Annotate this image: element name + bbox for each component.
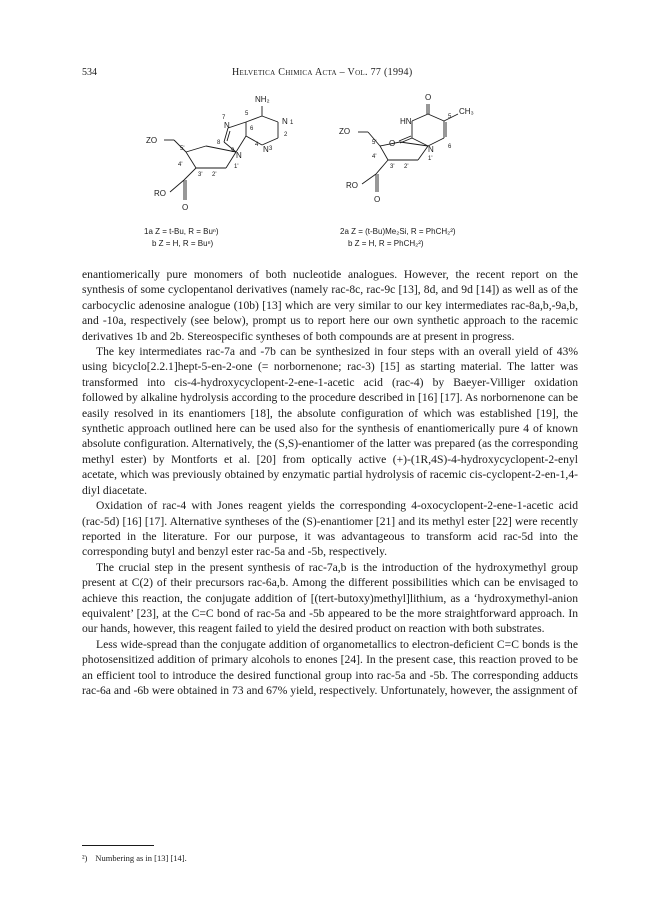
caption-1b: b Z = H, R = Buⁿ) (152, 239, 214, 248)
body-text (82, 267, 578, 698)
n-label-9: N (236, 151, 242, 160)
zo-label-right: ZO (339, 127, 351, 136)
ring-num-6: 6 (250, 126, 254, 132)
ring-num-3: 3 (269, 146, 273, 152)
ro-label-left: RO (154, 189, 166, 198)
ring-num-4: 4 (255, 142, 259, 148)
ring-o-label: O (389, 139, 396, 148)
journal-title: Helvetica Chimica Acta – Vol. 77 (1994) (232, 67, 413, 78)
n-label-right: N (428, 145, 434, 154)
ring-num-9: 9 (231, 148, 235, 154)
nh2-label: NH₂ (255, 95, 270, 104)
n-label-1: N (282, 117, 288, 126)
caption-1a: 1a Z = t-Bu, R = Buⁿ) (144, 227, 219, 236)
o-label-top: O (425, 93, 432, 102)
ring-num-8: 8 (217, 140, 221, 146)
paragraph-4: The crucial step in the present synthesis of rac-7a,b is the introduction of the hydroxymethyl group present at C(2) of their precursors rac-6a,b. Among the different possibilities which can be envisaged to achieve this reaction, the conjugate addition of [(tert-butoxy)methyl]lithium, as a ‘hydroxymethyl-anion equivalent’ [23], at the C=C bond of rac-5a and -5b appeared to be the more straightforward approach. In our hands, however, this reagent failed to yield the desired product on reaction with both substrates. (82, 560, 578, 636)
ring-num-5-right: 5 (448, 114, 452, 120)
footnote-text: Numbering as in [13] [14]. (95, 853, 187, 863)
footnote-rule (82, 845, 154, 846)
ring-num-7: 7 (222, 115, 226, 121)
pos-2p-left: 2' (212, 172, 217, 178)
pos-1p-right: 1' (428, 156, 433, 162)
footnote (82, 853, 187, 863)
pos-3p-left: 3' (198, 172, 203, 178)
ring-num-1: 1 (290, 120, 294, 126)
ring-num-6-right: 6 (448, 144, 452, 150)
ring-num-2: 2 (284, 132, 288, 138)
ring-num-5: 5 (245, 111, 249, 117)
carbonyl-o-right: O (374, 195, 381, 204)
caption-2b: b Z = H, R = PhCH₂²) (348, 239, 424, 248)
pos-4p-left: 4' (178, 162, 183, 168)
caption-2a: 2a Z = (t-Bu)Me₂Si, R = PhCH₂²) (340, 227, 456, 236)
pos-3p-right: 3' (390, 164, 395, 170)
paragraph-2: The key intermediates rac-7a and -7b can be synthesized in four steps with an overall yield of 43% using bicyclo[2.2.1]hept-5-en-2-one (= norbornenone; rac-3) [15] as starting material. The latter was transformed into cis-4-hydroxycyclopent-2-ene-1-acetic acid (rac-4) by Baeyer-Villiger oxidation followed by alkaline hydrolysis according to the procedure described in [16] [17]. As norbornenone can be easily resolved in its enantiomers [18], the absolute configuration of which was established [19], the synthetic approach outlined here can be used also for the synthesis of enantiomerically pure 4 of known absolute configuration. Alternatively, the (S,S)-enantiomer of the latter was prepared (as the corresponding methyl ester) by Montforts et al. [20] from optically active (+)-(1R,4S)-4-hydroxycyclopent-2-enyl acetate, which was previously obtained by enzymatic partial hydrolysis of racemic cis-cyclopent-2-en-1,4-diyl diacetate. (82, 345, 578, 497)
n-label-3: N (263, 145, 269, 154)
pos-4p-right: 4' (372, 154, 377, 160)
ro-label-right: RO (346, 181, 358, 190)
pos-5p-left: 5' (180, 146, 185, 152)
n-label-7: N (224, 121, 230, 130)
paragraph-3: Oxidation of rac-4 with Jones reagent yields the corresponding 4-oxocyclopent-2-ene-1-acetic acid (rac-5d) [16] [17]. Alternative syntheses of the (S)-enantiomer [21] and its methyl ester [22] were recently reported in the literature. For our purpose, it was advantageous to transform acid rac-5d into the corresponding butyl and benzyl ester rac-5a and -5b, respectively. (82, 499, 578, 559)
paragraph-1: enantiomerically pure monomers of both nucleotide analogues. However, the recent report on the synthesis of some cyclopentanol derivatives (namely rac-8c, rac-9c [13], 8d, and 9d [14]) as well as of the carbocyclic adenosine analogue (10b) [13] which are very similar to our key intermediates rac-8a,b,-9a,b, and -10a, respectively (see below), prompt us to report here our own synthetic approach to the racemic derivatives 1b and 2b. Stereospecific syntheses of both compounds are at present in progress. (82, 268, 578, 343)
page-number: 534 (82, 67, 97, 78)
structure-figure (82, 88, 578, 266)
ch3-label: CH₃ (459, 107, 474, 116)
carbonyl-o-left: O (182, 203, 189, 212)
footnote-mark: ²) (82, 853, 88, 863)
pos-1p-left: 1' (234, 164, 239, 170)
hn-label: HN (400, 117, 412, 126)
pos-2p-right: 2' (404, 164, 409, 170)
pos-5p-right: 5' (372, 140, 377, 146)
paragraph-5: Less wide-spread than the conjugate addition of organometallics to electron-deficient C=C bonds is the photosensitized addition of primary alcohols to enones [24]. In the present case, this reaction proved to be an efficient tool to introduce the desired functional group into rac-5a and -5b. The corresponding adducts rac-6a and -6b were obtained in 73 and 67% yield, respectively. Unfortunately, however, the assignment of (82, 637, 578, 697)
zo-label-left: ZO (146, 136, 158, 145)
